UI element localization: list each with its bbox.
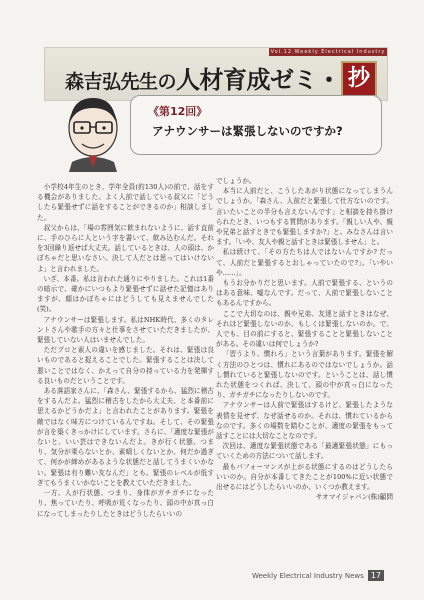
paragraph: いざ、本番。私は言われた通りにやりました。これは1番の暗示で、確かにいつもより緊張せずに話せた記憶はありますが、顔はかぼちゃにはどうしても見えませんでした(笑)。 [37,274,214,314]
paragraph: 小学校4年生のとき、学年全員(約130人)の前で、話をする機会がありました。よく人前で話している叔父に「どうしたら緊張せずに話をすることができるのか」相談しました。 [37,183,214,222]
article-column-right [216,176,393,576]
article-column-left [37,182,214,566]
paragraph: 最もパフォーマンスが上がる状態にするのはどうしたらいいのか。自分が本番してきたことが100%に近い状態で出せるにはどうしたらいいのか、いくつか教えます。 [216,462,393,492]
paragraph: 私は続けて、「その方たちは人ではないんですか? だって、人前だと緊張するとおしゃっていたので?」。「いやいや……」。 [216,248,393,277]
paragraph: アナウンサーは人前で緊張はするけど、緊張したような表情を見せず、なぜ話せるのか。それは、慣れているからなのです。多くの場数を踏むことが、適度の緊張をもって話すことには大切なことなのです。 [216,401,393,441]
paragraph: 一方、人が行状態、つまり、身体がガチガチになったり、焦っていたり、呼吸が荒くなったり、頭の中が真っ白になってしまったりしたときはどうしたらいいの [37,489,214,518]
paragraph: 次回は、適度な緊張状態である「最適緊張状態」にもっていくための方法について話します。 [216,442,393,461]
author-portrait-illustration [62,92,124,172]
paragraph: 「習うより、慣れろ」という言葉があります。緊張を解く方法のひとつは、慣れにあるのではないでしょうか。話し慣れていると緊張しないのです。ということは、話し慣れた状態をつくれば、決して、頭の中が真っ白になったり、ガチガチになったりしないのです。 [216,350,393,400]
publication-name: Weekly Electrical Industry News [251,572,364,580]
header-strip-text: Vol.12 Weekly Electrical Industry [270,49,386,55]
title-badge: 抄 [341,61,377,97]
paragraph: 本当に人前だと、こうしたあがり状態になってしまうんでしょうか。「森さん、人前だと緊張して仕方ないのです。言いたいことの半分も言えないんです」と相談を持ち掛けられたとき、いつもする質問があります。「親しい人や、親や兄弟と話すときでも緊張しますか?」と。みなさんは言います。「いや、友人や親と話すときは緊張しません」と。 [216,187,393,247]
paragraph: アナウンサーは緊張します。私はNHK時代、多くのタレントさんや歌手の方々と仕事をさせていただきましたが、緊張していない人はいませんでした。 [37,315,214,345]
page-title [65,60,341,95]
paragraph: ある落語家さんに、「森さん、緊張するから、猛烈に稽古をするんだよ。猛烈に稽古をしたから大丈夫、と本番前に思えるかどうかだよ」と言われたことがあります。緊張を敵ではなく味方につけているんですね。そして、その緊張が言を築くきっかけにしています。さらに、「適度な緊張がないと、いい芸はできないんだよ。きが行く状態、つまり、気分が乗らないとか、素晴しくないとか、何だか過ぎて、何かが締めがあるような状態だと話してうまくいかない。緊張は有り難い友なんだ」とも。緊張のレベルが低すぎてもうまくいかないことを教えていただきました。 [37,387,214,487]
title-main: 人材育成ゼミ・ [176,66,341,94]
author-credit: サオマイジャパン(株)顧問 [315,493,393,502]
page-number: 17 [368,570,384,581]
paragraph: ただプロと素人の違いを感じました。それは、緊張は良いものであると捉えることでした。緊張することは決して悪いことではなく、かえって自分の持っている力を発揮する良いものだということです。 [37,346,214,385]
author-caricature-icon [62,92,124,172]
header-strip [269,48,387,56]
page-footer [252,570,384,581]
paragraph: でしょうか。 [216,177,256,185]
episode-number: 《第12回》 [148,105,208,118]
title-prefix: 森吉弘先生の [65,71,177,93]
paragraph: 叔父からは、「場の雰囲気に飲まれないように、話す直前に、手のひらに人という字を書いて、飲み込むんだ。それを3回繰り返せば大丈夫。話しているときは、人の頭は、かぼちゃだと思いなさい。決して人だとは思ってはいけないよ」と言われました。 [37,223,214,273]
paragraph: ここで大切なのは、親や兄弟、友達と話すときはなぜ、それほど緊張しないのか、もしくは緊張しないのか。で、人でも、目の前にすると、緊張することと緊張しないことがある。その違いは何でしょうか? [216,309,393,349]
paragraph: もうお分かりだと思います。人前で緊張する、というのはある意味、嘘なんです。だって、人前で緊張しないこともあるんですから。 [216,279,393,308]
article-subtitle: アナウンサーは緊張しないのですか? [152,124,343,138]
